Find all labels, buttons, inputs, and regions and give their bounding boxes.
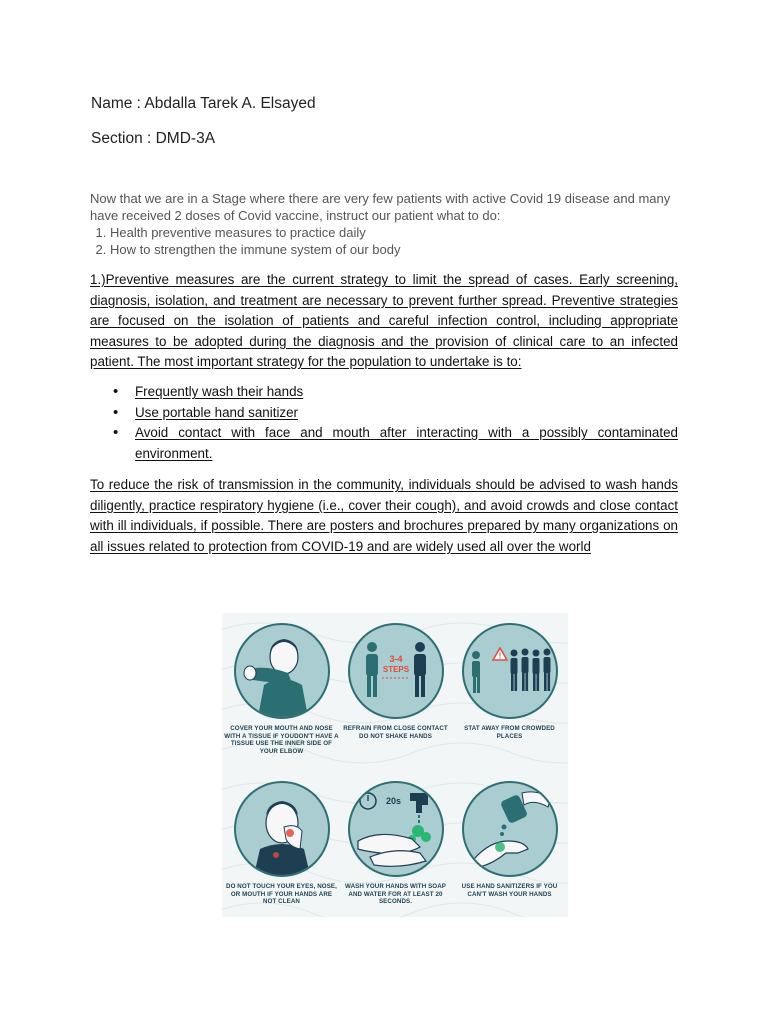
student-name: Name : Abdalla Tarek A. Elsayed	[91, 95, 316, 112]
tile-cough	[224, 623, 339, 755]
prompt-item: 2. How to strengthen the immune system of our body	[110, 241, 680, 258]
prompt-intro: Now that we are in a Stage where there are very few patients with active Covid 19 disease and many have received 2 doses of Covid vaccine, instruct our patient what to do:	[90, 191, 671, 223]
crowd-icon	[462, 623, 558, 719]
tile-face-touch	[224, 781, 339, 906]
tile-caption: REFRAIN FROM CLOSE CONTACT DO NOT SHAKE HANDS	[343, 725, 448, 740]
tile-caption: COVER YOUR MOUTH AND NOSE WITH A TISSUE IF YOUDON'T HAVE A TISSUE USE THE INNER SIDE OF YOUR ELBOW	[224, 725, 339, 755]
prompt-list	[90, 224, 680, 258]
tile-caption: STAT AWAY FROM CROWDED PLACES	[464, 725, 555, 740]
steps-number: 3-4	[388, 654, 403, 664]
tile-sanitizer	[452, 781, 567, 898]
tile-distance	[338, 623, 453, 740]
tile-handwash	[338, 781, 453, 906]
timer-label: 20s	[385, 796, 401, 806]
svg-text:!: !	[498, 651, 501, 661]
list-item	[90, 423, 678, 464]
prompt-item: 1. Health preventive measures to practice daily	[110, 224, 680, 241]
distance-icon	[348, 623, 444, 719]
list-item	[90, 403, 678, 424]
covid-prevention-infographic	[222, 613, 568, 917]
answer-paragraph-2: To reduce the risk of transmission in the community, individuals should be advised to wash hands diligently, practice respiratory hygiene (i.e., cover their cough), and avoid crowds and close contact with ill individuals, if possible. There are posters and brochures prepared by many organizations on all issues related to protection from COVID-19 and are widely used all over the world	[90, 477, 678, 554]
tile-crowd	[452, 623, 567, 740]
handwash-icon	[348, 781, 444, 877]
list-item	[90, 382, 678, 403]
assignment-prompt	[90, 190, 680, 258]
sanitizer-icon	[462, 781, 558, 877]
list-item-text: Avoid contact with face and mouth after interacting with a possibly contaminated environment.	[135, 425, 678, 461]
answer-paragraph-1: 1.)Preventive measures are the current strategy to limit the spread of cases. Early screening, diagnosis, isolation, and treatment are necessary to prevent further spread. Preventive strategies are focused on the isolation of patients and careful infection control, including appropriate measures to be adopted during the diagnosis and the provision of clinical care to an infected patient. The most important strategy for the population to undertake is to:	[90, 272, 678, 369]
steps-word: STEPS	[382, 665, 409, 674]
list-item-text: Frequently wash their hands	[135, 384, 304, 399]
list-item-text: Use portable hand sanitizer	[135, 404, 299, 420]
tile-caption: WASH YOUR HANDS WITH SOAP AND WATER FOR AT LEAST 20 SECONDS.	[344, 883, 447, 906]
measures-list	[90, 382, 678, 464]
face-touch-icon	[234, 781, 330, 877]
tile-caption: DO NOT TOUCH YOUR EYES, NOSE, OR MOUTH IF YOUR HANDS ARE NOT CLEAN	[226, 883, 337, 906]
section-label: Section : DMD-3A	[91, 130, 216, 147]
cough-elbow-icon	[234, 623, 330, 719]
tile-caption: USE HAND SANITIZERS IF YOU CAN'T WASH YOUR HANDS	[461, 883, 558, 898]
